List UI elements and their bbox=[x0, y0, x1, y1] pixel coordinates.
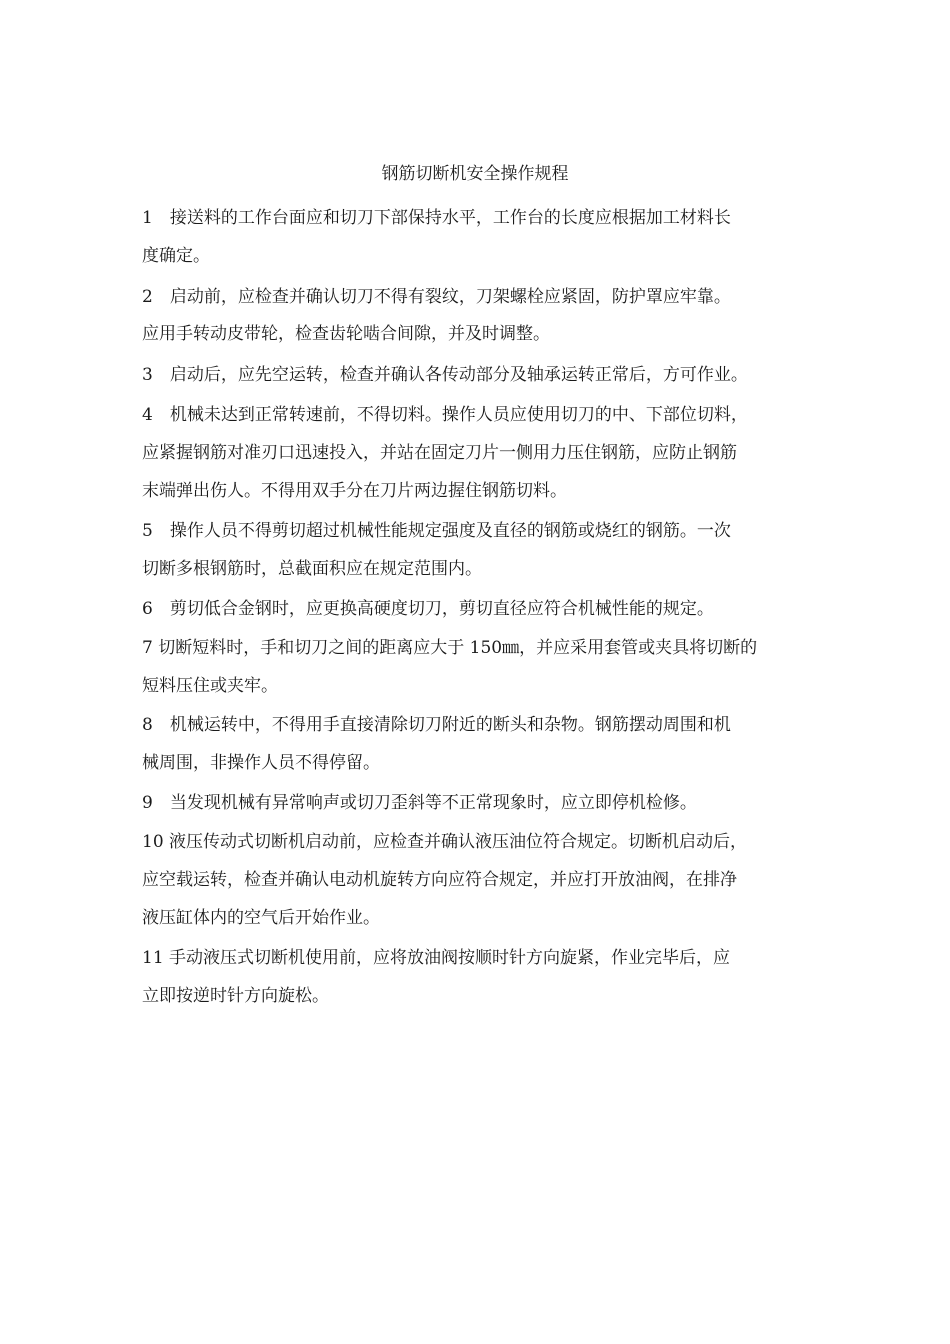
body-line: 立即按逆时针方向旋松。 bbox=[142, 986, 329, 1006]
body-line: 4 机械未达到正常转速前，不得切料。操作人员应使用切刀的中、下部位切料， bbox=[142, 405, 748, 425]
body-line: 10 液压传动式切断机启动前，应检查并确认液压油位符合规定。切断机启动后， bbox=[142, 832, 748, 852]
body-line: 械周围，非操作人员不得停留。 bbox=[142, 753, 380, 773]
body-line: 短料压住或夹牢。 bbox=[142, 676, 278, 696]
body-line: 2 启动前，应检查并确认切刀不得有裂纹，刀架螺栓应紧固，防护罩应牢靠。 bbox=[142, 287, 731, 307]
body-line: 6 剪切低合金钢时，应更换高硬度切刀，剪切直径应符合机械性能的规定。 bbox=[142, 599, 714, 619]
body-line: 度确定。 bbox=[142, 246, 210, 266]
body-line: 5 操作人员不得剪切超过机械性能规定强度及直径的钢筋或烧红的钢筋。一次 bbox=[142, 521, 731, 541]
body-line: 3 启动后，应先空运转，检查并确认各传动部分及轴承运转正常后，方可作业。 bbox=[142, 365, 748, 385]
body-line: 1 接送料的工作台面应和切刀下部保持水平，工作台的长度应根据加工材料长 bbox=[142, 208, 731, 228]
body-line: 8 机械运转中，不得用手直接清除切刀附近的断头和杂物。钢筋摆动周围和机 bbox=[142, 715, 731, 735]
body-line: 应紧握钢筋对准刃口迅速投入，并站在固定刀片一侧用力压住钢筋，应防止钢筋 bbox=[142, 443, 737, 463]
body-line: 应空载运转，检查并确认电动机旋转方向应符合规定，并应打开放油阀，在排净 bbox=[142, 870, 737, 890]
body-line: 切断多根钢筋时，总截面积应在规定范围内。 bbox=[142, 559, 482, 579]
document-title: 钢筋切断机安全操作规程 bbox=[381, 164, 569, 184]
body-line: 9 当发现机械有异常响声或切刀歪斜等不正常现象时，应立即停机检修。 bbox=[142, 793, 697, 813]
body-line: 末端弹出伤人。不得用双手分在刀片两边握住钢筋切料。 bbox=[142, 481, 567, 501]
body-line: 7 切断短料时，手和切刀之间的距离应大于 150㎜，并应采用套管或夹具将切断的 bbox=[142, 638, 758, 658]
body-line: 应用手转动皮带轮，检查齿轮啮合间隙，并及时调整。 bbox=[142, 324, 550, 344]
body-line: 11 手动液压式切断机使用前，应将放油阀按顺时针方向旋紧，作业完毕后，应 bbox=[142, 948, 731, 968]
body-line: 液压缸体内的空气后开始作业。 bbox=[142, 908, 380, 928]
